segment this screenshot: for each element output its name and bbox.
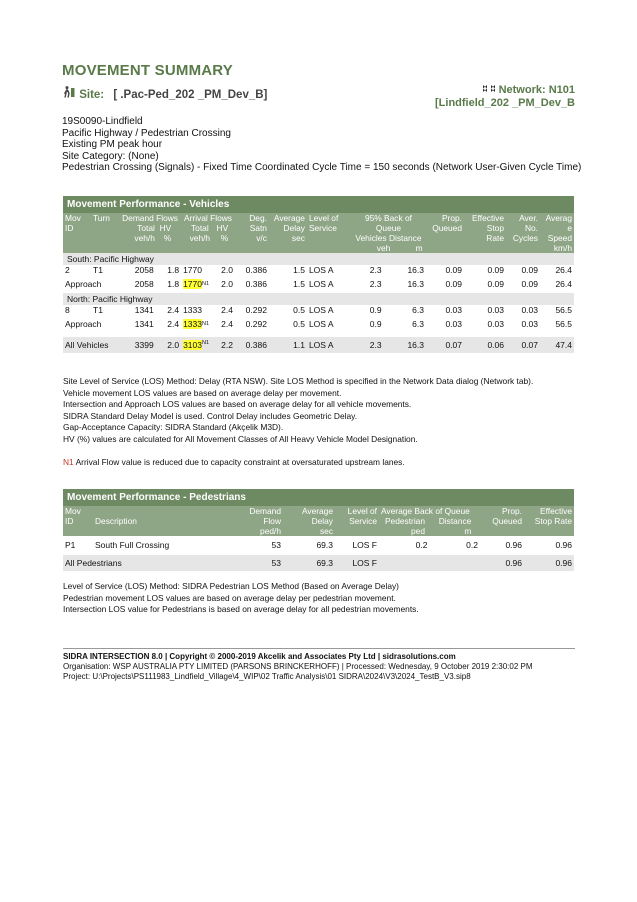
approach-south-label: South: Pacific Highway (63, 253, 574, 265)
info-line: Pedestrian Crossing (Signals) - Fixed Time Coordinated Cycle Time = 150 seconds (Network User-Given Cycle Time) (62, 162, 582, 173)
header-dist: Distance (438, 516, 472, 526)
header-los2: Service (349, 516, 377, 526)
note-line: Level of Service (LOS) Method: SIDRA Pedestrian LOS Method (Based on Average Delay) (63, 581, 399, 591)
header-eff2: Stop (486, 223, 504, 233)
info-line: 19S0090-Lindfield (62, 116, 143, 127)
reduced-flow-highlight: 1770 (183, 279, 202, 289)
header-ad2: Delay (311, 516, 333, 526)
note-line: Intersection LOS value for Pedestrians is based on average delay for all pedestrian movements. (63, 604, 419, 614)
header-total2: Total (190, 223, 209, 233)
header-prop2: Queued (432, 223, 462, 233)
info-line: Existing PM peak hour (62, 139, 163, 150)
pedestrian-notes (63, 581, 419, 616)
header-m: m (415, 243, 423, 253)
header-deg: Deg. (249, 213, 267, 223)
header-aver3: Cycles (512, 233, 538, 243)
n1-text: Arrival Flow value is reduced due to capacity constraint at oversaturated upstream lanes. (73, 457, 405, 467)
header-dem1: Demand (249, 506, 281, 516)
header-m: m (464, 526, 472, 536)
note-line: Pedestrian movement LOS values are based on average delay per pedestrian movement. (63, 592, 396, 603)
header-id: ID (65, 516, 74, 526)
footer-organisation: Organisation: WSP AUSTRALIA PTY LIMITED (PARSONS BRINCKERHOFF) | Processed: Wednesday, 9 October 2019 2:30:02 PM (63, 662, 533, 671)
vehicles-table (63, 196, 574, 353)
pedestrian-icon (62, 89, 79, 101)
header-satn: Satn (249, 223, 267, 233)
header-los1: Level of (347, 506, 377, 516)
header-arrival: Arrival Flows (184, 213, 232, 223)
vehicles-table-title: Movement Performance - Vehicles (63, 196, 574, 213)
header-delay: Delay (283, 223, 305, 233)
info-line: Site Category: (None) (62, 150, 159, 162)
pedestrians-table-title: Movement Performance - Pedestrians (63, 489, 574, 506)
footer-copyright: SIDRA INTERSECTION 8.0 | Copyright © 2000-2019 Akcelik and Associates Pty Ltd | sidrasolutions.com (63, 652, 456, 661)
header-es2: Stop Rate (534, 516, 572, 526)
page-footer (63, 648, 575, 682)
table-row-total: All Vehicles 3399 2.0 $3103^{N1}$ 2.2 0.386 1.1 LOS A 2.3 16.3 0.07 0.06 0.07 47.4 (63, 337, 574, 353)
header-mov: Mov (65, 506, 81, 516)
note-line: Vehicle movement LOS values are based on average delay per movement. (63, 387, 342, 398)
table-row: P1 South Full Crossing 53 69.3 LOS F 0.2 0.2 0.96 0.96 (65, 540, 572, 550)
header-demand: Demand Flows (122, 213, 178, 223)
pedestrians-header (63, 506, 574, 536)
page-title: MOVEMENT SUMMARY (62, 62, 233, 79)
table-row-total: All Pedestrians 53 69.3 LOS F 0.96 0.96 (63, 555, 574, 571)
reduced-flow-highlight: 1333 (183, 319, 202, 329)
header-avgdelay: Average (273, 213, 305, 223)
header-ped: Pedestrian (384, 516, 425, 526)
header-kmh: km/h (553, 243, 572, 253)
vehicles-header (63, 213, 574, 253)
n1-tag: N1 (63, 457, 74, 467)
header-hv: HV (159, 223, 172, 233)
table-row-approach: Approach 2058 1.8 $1770^{N1}$ 2.0 0.386 1.5 LOS A 2.3 16.3 0.09 0.09 0.09 26.4 (65, 279, 572, 289)
header-pq1: Prop. (501, 506, 522, 516)
header-sec: sec (291, 233, 305, 243)
network-label: Network: N101 (498, 84, 575, 96)
header-aver2: No. (524, 223, 538, 233)
header-ad3: sec (319, 526, 333, 536)
header-vc: v/c (256, 233, 267, 243)
note-line: Gap-Acceptance Capacity: SIDRA Standard (Akçelik M3D). (63, 422, 284, 432)
header-prop1: Prop. (441, 213, 462, 223)
header-veh: veh (376, 243, 391, 253)
header-avs1: Averag (545, 213, 572, 223)
site-header (62, 86, 267, 101)
table-row: 2 T1 2058 1.8 1770 2.0 0.386 1.5 LOS A 2.3 16.3 0.09 0.09 0.09 26.4 (65, 265, 572, 275)
table-row: 8 T1 1341 2.4 1333 2.4 0.292 0.5 LOS A 0.9 6.3 0.03 0.03 0.03 56.5 (65, 305, 572, 315)
site-label: Site: (79, 89, 105, 101)
note-line: Intersection and Approach LOS values are based on average delay for all vehicle movements. (63, 399, 412, 409)
header-dem3: ped/h (260, 526, 281, 536)
note-line: SIDRA Standard Delay Model is used. Control Delay includes Geometric Delay. (63, 410, 358, 421)
reduced-flow-highlight: 3103 (183, 340, 202, 350)
header-vehh: veh/h (134, 233, 155, 243)
vehicle-notes (63, 376, 533, 445)
header-dem2: Flow (263, 516, 281, 526)
header-hv2: HV (216, 223, 229, 233)
pedestrians-table (63, 489, 574, 571)
header-mov: Mov (65, 213, 81, 223)
header-vehh2: veh/h (189, 233, 211, 243)
header-vehicles: Vehicles (355, 233, 387, 243)
n1-note (63, 457, 405, 469)
header-pct: % (163, 233, 172, 243)
header-total: Total (137, 223, 155, 233)
header-desc: Description (93, 506, 237, 536)
header-back1: 95% Back of (364, 213, 412, 223)
header-turn: Turn (91, 213, 119, 253)
footer-project: Project: U:\Projects\PS111983_Lindfield_Village\4_WIP\02 Traffic Analysis\01 SIDRA\2024\V3\2024_TestB_V3.sip8 (63, 672, 471, 681)
header-aver1: Aver. (519, 213, 538, 223)
header-abq: Average Back of Queue (381, 506, 470, 516)
header-es1: Effective (540, 506, 572, 516)
header-eff3: Rate (486, 233, 504, 243)
network-value: [Lindfield_202 _PM_Dev_B (435, 97, 575, 109)
header-id: ID (65, 223, 74, 233)
header-pq2: Queued (492, 516, 522, 526)
note-line: Site Level of Service (LOS) Method: Delay (RTA NSW). Site LOS Method is specified in the Network Data dialog (Network tab). (63, 376, 534, 386)
site-info (62, 116, 581, 174)
approach-north-label: North: Pacific Highway (63, 293, 574, 305)
header-los1: Level of (308, 213, 339, 223)
header-avs2: e (567, 223, 572, 233)
note-line: HV (%) values are calculated for All Movement Classes of All Heavy Vehicle Model Designation. (63, 433, 418, 444)
header-distance: Distance (388, 233, 422, 243)
header-los2: Service (308, 223, 337, 233)
header-pedu: ped (411, 526, 425, 536)
header-pct2: % (220, 233, 229, 243)
info-line: Pacific Highway / Pedestrian Crossing (62, 127, 231, 139)
network-header (435, 84, 575, 110)
site-value: [ .Pac-Ped_202 _PM_Dev_B] (113, 89, 268, 101)
header-ad1: Average (301, 506, 333, 516)
network-icon (482, 84, 499, 96)
table-row-approach: Approach 1341 2.4 $1333^{N1}$ 2.4 0.292 0.5 LOS A 0.9 6.3 0.03 0.03 0.03 56.5 (65, 319, 572, 329)
header-back2: Queue (375, 223, 402, 233)
header-eff1: Effective (472, 213, 504, 223)
header-avs3: Speed (547, 233, 572, 243)
